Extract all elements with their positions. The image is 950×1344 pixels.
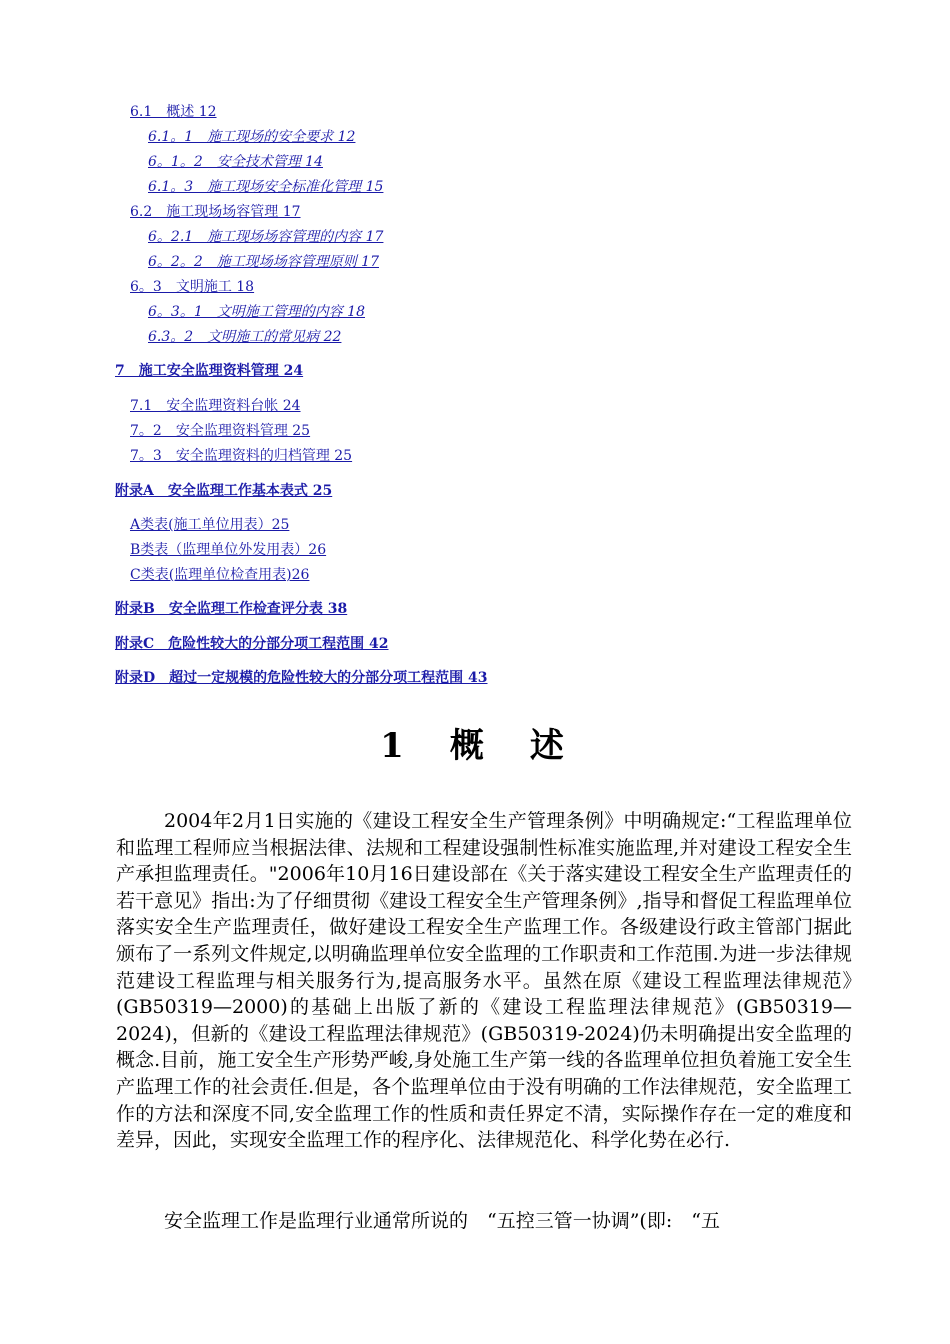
toc-link-appendix-a[interactable]: 附录A 安全监理工作基本表式 25 (115, 483, 333, 499)
body-paragraph: 安全监理工作是监理行业通常所说的 “五控三管一协调”(即: “五 (164, 1210, 720, 1232)
toc-link-7-2[interactable]: 7。2 安全监理资料管理 25 (130, 423, 311, 439)
toc-link-6-1-2[interactable]: 6。1。2 安全技术管理 14 (148, 154, 323, 170)
toc-link-appendix-d[interactable]: 附录D 超过一定规模的危险性较大的分部分项工程范围 43 (115, 670, 488, 686)
toc-link-appendix-c[interactable]: 附录C 危险性较大的分部分项工程范围 42 (115, 636, 389, 652)
toc-link-appendix-b[interactable]: 附录B 安全监理工作检查评分表 38 (115, 601, 348, 617)
toc-link-7-1[interactable]: 7.1 安全监理资料台帐 24 (130, 398, 301, 414)
toc-link-6-1[interactable]: 6.1 概述 12 (130, 104, 217, 120)
toc-link-7-3[interactable]: 7。3 安全监理资料的归档管理 25 (130, 448, 353, 464)
toc-link-6-2[interactable]: 6.2 施工现场场容管理 17 (130, 204, 301, 220)
toc-link-7[interactable]: 7 施工安全监理资料管理 24 (115, 363, 304, 379)
toc-link-6-2-1[interactable]: 6。2.1 施工现场场容管理的内容 17 (148, 229, 384, 245)
toc-link-6-1-3[interactable]: 6.1。3 施工现场安全标准化管理 15 (148, 179, 384, 195)
chapter-heading: 1 概 述 (380, 726, 570, 766)
toc-link-b-forms[interactable]: B类表（监理单位外发用表）26 (130, 542, 327, 558)
toc-link-6-3-2[interactable]: 6.3。2 文明施工的常见病 22 (148, 329, 342, 345)
toc-link-c-forms[interactable]: C类表(监理单位检查用表)26 (130, 567, 310, 583)
toc-link-6-2-2[interactable]: 6。2。2 施工现场场容管理原则 17 (148, 254, 379, 270)
toc-link-6-3-1[interactable]: 6。3。1 文明施工管理的内容 18 (148, 304, 365, 320)
toc-link-a-forms[interactable]: A类表(施工单位用表）25 (130, 517, 290, 533)
body-paragraph: 2004年2月1日实施的《建设工程安全生产管理条例》中明确规定:“工程监理单位和监理工程师应当根据法律、法规和工程建设强制性标准实施监理,并对建设工程安全生产承担监理责任。"2006年10月16日建设部在《关于落实建设工程安全生产监理责任的若干意见》指出:为了仔细贯彻《建设工程安全生产管理条例》,指导和督促工程监理单位落实安全生产监理责任，做好建设工程安全生产监理工作。各级建设行政主管部门据此颁布了一系列文件规定,以明确监理单位安全监理的工作职责和工作范围.为进一步法律规范建设工程监理与相关服务行为,提高服务水平。虽然在原《建设工程监理法律规范》 (GB50319—2000)的基础上出版了新的《建设工程监理法律规范》(GB50319—2024)，但新的《建设工程监理法律规范》(GB50319-2024)仍未明确提出安全监理的概念.目前，施工安全生产形势严峻,身处施工生产第一线的各监理单位担负着施工安全生产监理工作的社会责任.但是，各个监理单位由于没有明确的工作法律规范，安全监理工作的方法和深度不同,安全监理工作的性质和责任界定不清，实际操作存在一定的难度和差异，因此，实现安全监理工作的程序化、法律规范化、科学化势在必行. (116, 810, 872, 1152)
toc-link-6-3[interactable]: 6。3 文明施工 18 (130, 279, 255, 295)
toc-link-6-1-1[interactable]: 6.1。1 施工现场的安全要求 12 (148, 129, 356, 145)
